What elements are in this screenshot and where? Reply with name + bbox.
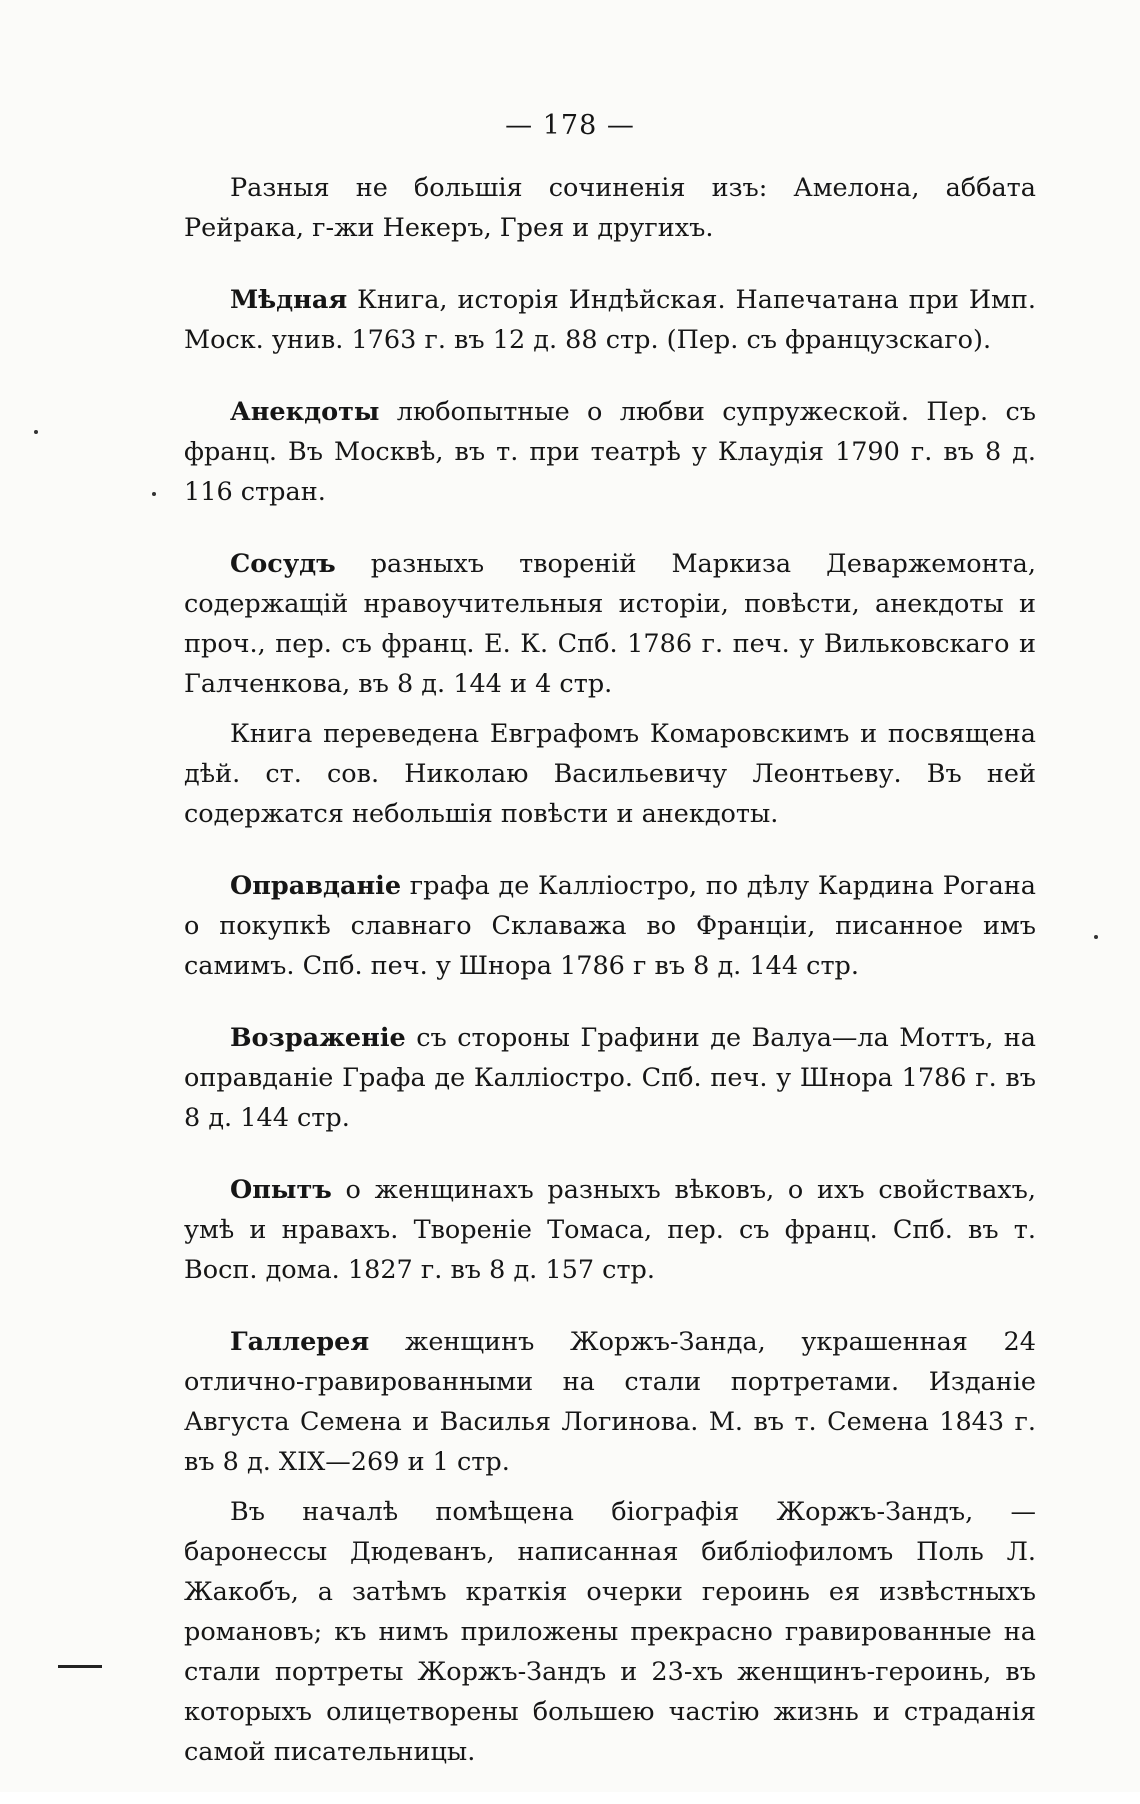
page-number: — 178 — xyxy=(505,110,635,141)
entry-title: Возраженіе xyxy=(230,1023,406,1053)
entry-title: Опытъ xyxy=(230,1175,332,1205)
entry-title: Оправданіе xyxy=(230,871,402,901)
entry-text: Разныя не большія сочиненія изъ: Амелона, аббата Рейрака, г-жи Некеръ, Грея и другихъ. xyxy=(184,173,1036,243)
entry-galereya xyxy=(184,1322,1036,1482)
entry-title: Мѣдная xyxy=(230,285,348,315)
entry-title: Анекдоты xyxy=(230,397,380,427)
entry-mednaya-kniga xyxy=(184,280,1036,360)
entry-opravdanie xyxy=(184,866,1036,986)
entry-text: съ стороны Графини де Валуа—ла Моттъ, на оправданіе Графа де Калліостро. Спб. печ. у Шнора 1786 г. въ 8 д. 144 стр. xyxy=(184,1023,1036,1133)
entry-text: женщинъ Жоржъ-Занда, украшенная 24 отлично-гравированными на стали портретами. Изданіе Августа Семена и Василья Логинова. М. въ т. Семена 1843 г. въ 8 д. XIX—269 и 1 стр. xyxy=(184,1327,1036,1477)
entry-misc-works xyxy=(184,168,1036,248)
entry-text: о женщинахъ разныхъ вѣковъ, о ихъ свойствахъ, умѣ и нравахъ. Твореніе Томаса, пер. съ франц. Спб. въ т. Восп. дома. 1827 г. въ 8 д. 157 стр. xyxy=(184,1175,1036,1285)
margin-mark xyxy=(58,1665,102,1668)
entry-sosud-note xyxy=(184,714,1036,834)
entry-title: Галлерея xyxy=(230,1327,370,1357)
entry-text: графа де Калліостро, по дѣлу Кардина Рогана о покупкѣ славнаго Склаважа во Франціи, писанное имъ самимъ. Спб. печ. у Шнора 1786 г въ 8 д. 144 стр. xyxy=(184,871,1036,981)
print-speck xyxy=(1094,935,1098,939)
entry-text: Въ началѣ помѣщена біографія Жоржъ-Зандъ, — баронессы Дюдеванъ, написанная библіофиломъ Поль Л. Жакобъ, а затѣмъ краткія очерки героинь ея извѣстныхъ романовъ; къ нимъ приложены прекрасно гравированные на стали портреты Жоржъ-Зандъ и 23-хъ женщинъ-героинь, въ которыхъ олицетворены большею частію жизнь и страданія самой писательницы. xyxy=(184,1497,1036,1767)
entry-text: любопытные о любви супружеской. Пер. съ франц. Въ Москвѣ, въ т. при театрѣ у Клаудія 1790 г. въ 8 д. 116 стран. xyxy=(184,397,1036,507)
entry-anekdoty xyxy=(184,392,1036,512)
entry-galereya-note xyxy=(184,1492,1036,1772)
entry-text: Книга, исторія Индѣйская. Напечатана при Имп. Моск. унив. 1763 г. въ 12 д. 88 стр. (Пер. съ французскаго). xyxy=(184,285,1036,355)
entry-text: разныхъ твореній Маркиза Деваржемонта, содержащій нравоучительныя исторіи, повѣсти, анекдоты и проч., пер. съ франц. Е. К. Спб. 1786 г. печ. у Вильковскаго и Галченкова, въ 8 д. 144 и 4 стр. xyxy=(184,549,1036,699)
entry-text: Книга переведена Евграфомъ Комаровскимъ и посвящена дѣй. ст. сов. Николаю Васильевичу Леонтьеву. Въ ней содержатся небольшія повѣсти и анекдоты. xyxy=(184,719,1036,829)
print-speck xyxy=(152,492,156,496)
entry-sosud xyxy=(184,544,1036,704)
entry-title: Сосудъ xyxy=(230,549,336,579)
entry-opyt xyxy=(184,1170,1036,1290)
page-text xyxy=(184,168,1036,1804)
print-speck xyxy=(34,430,38,434)
entry-vozrazhenie xyxy=(184,1018,1036,1138)
